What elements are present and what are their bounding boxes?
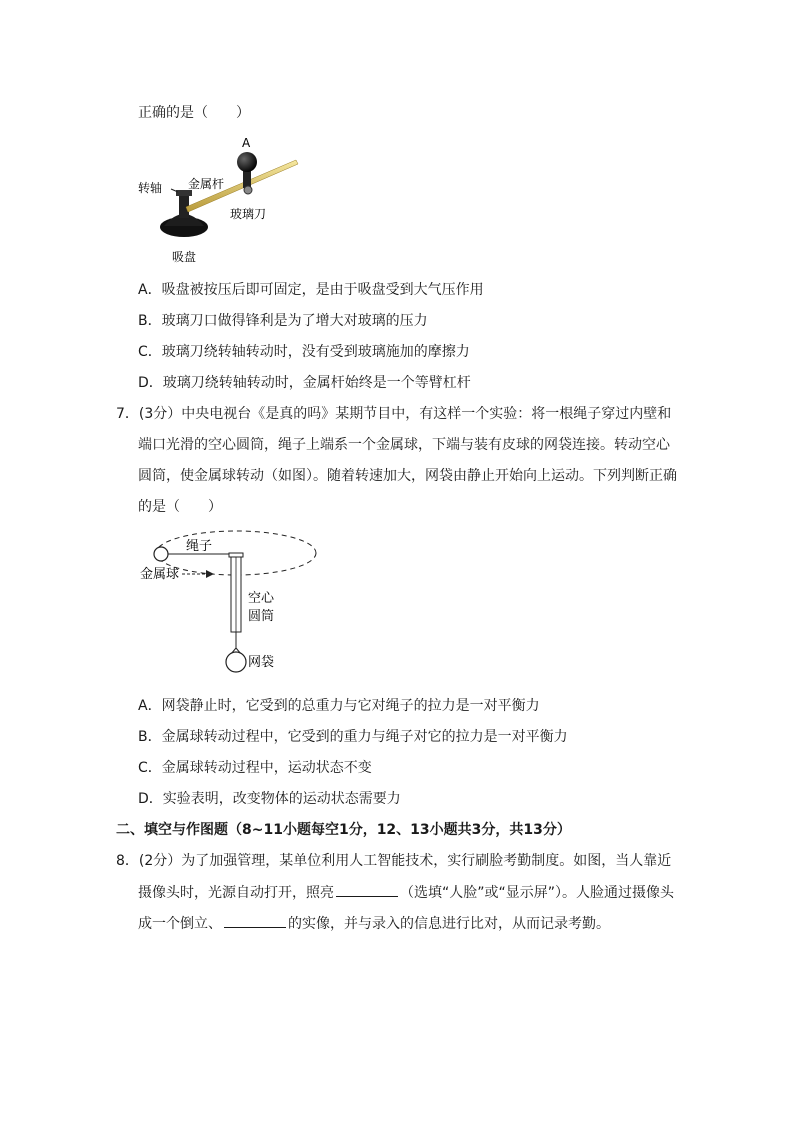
q7-option-d: D．实验表明，改变物体的运动状态需要力 [138, 791, 401, 807]
glass-cutter-figure [136, 132, 306, 268]
q8-line-2 [138, 882, 674, 903]
q6-option-b: B．玻璃刀口做得锋利是为了增大对玻璃的压力 [138, 313, 428, 329]
label-bag: 网袋 [248, 655, 275, 670]
q7-line-3: 圆筒，使金属球转动（如图）。随着转速加大，网袋由静止开始向上运动。下列判断正确 [138, 468, 677, 484]
q7-line-1: 7．(3分）中央电视台《是真的吗》某期节目中，有这样一个实验：将一根绳子穿过内壁和 [116, 406, 672, 422]
q7-option-b: B．金属球转动过程中，它受到的重力与绳子对它的拉力是一对平衡力 [138, 729, 568, 745]
q6-stem-tail: 正确的是（ ） [138, 105, 250, 121]
label-axis: 转轴 [138, 181, 163, 195]
q7-line-4: 的是（ ） [138, 499, 222, 515]
q7-option-a: A．网袋静止时，它受到的总重力与它对绳子的拉力是一对平衡力 [138, 698, 540, 714]
label-ball: 金属球 [140, 567, 180, 582]
q6-option-c: C．玻璃刀绕转轴转动时，没有受到玻璃施加的摩擦力 [138, 344, 470, 360]
q6-option-a: A．吸盘被按压后即可固定，是由于吸盘受到大气压作用 [138, 282, 484, 298]
section-2-title: 二、填空与作图题（8~11小题每空1分，12、13小题共3分，共13分） [116, 822, 571, 838]
q8-line-3-part-b: 的实像，并与录入的信息进行比对，从而记录考勤。 [288, 916, 610, 932]
axis-post-shape [179, 194, 189, 218]
knob-ball-shape [237, 152, 257, 172]
q7-option-c: C．金属球转动过程中，运动状态不变 [138, 760, 372, 776]
label-rod: 金属杆 [188, 177, 225, 191]
q8-line-3-part-a: 成一个倒立、 [138, 916, 222, 932]
q8-blank-1[interactable] [336, 882, 398, 897]
q8-line-2-part-b: （选填“人脸”或“显示屏”）。人脸通过摄像头 [400, 885, 675, 901]
q8-blank-2[interactable] [224, 913, 286, 928]
label-cup: 吸盘 [172, 250, 197, 264]
q6-option-d: D．玻璃刀绕转轴转动时，金属杆始终是一个等臂杠杆 [138, 375, 471, 391]
rotating-ball-figure [138, 526, 328, 682]
q8-line-2-part-a: 摄像头时，光源自动打开，照亮 [138, 885, 334, 901]
label-tube-2: 圆筒 [248, 609, 275, 624]
label-rope: 绳子 [186, 539, 213, 554]
glass-knife-wheel [244, 186, 252, 194]
q8-line-1: 8．(2分）为了加强管理，某单位利用人工智能技术，实行刷脸考勤制度。如图，当人靠近 [116, 853, 672, 869]
q7-line-2: 端口光滑的空心圆筒，绳子上端系一个金属球，下端与装有皮球的网袋连接。转动空心 [138, 437, 670, 453]
net-bag-ball [226, 652, 246, 672]
metal-ball-shape [154, 547, 168, 561]
label-knife: 玻璃刀 [230, 207, 267, 221]
label-a: A [242, 136, 251, 150]
q8-line-3 [138, 913, 610, 934]
label-tube-1: 空心 [248, 591, 275, 606]
